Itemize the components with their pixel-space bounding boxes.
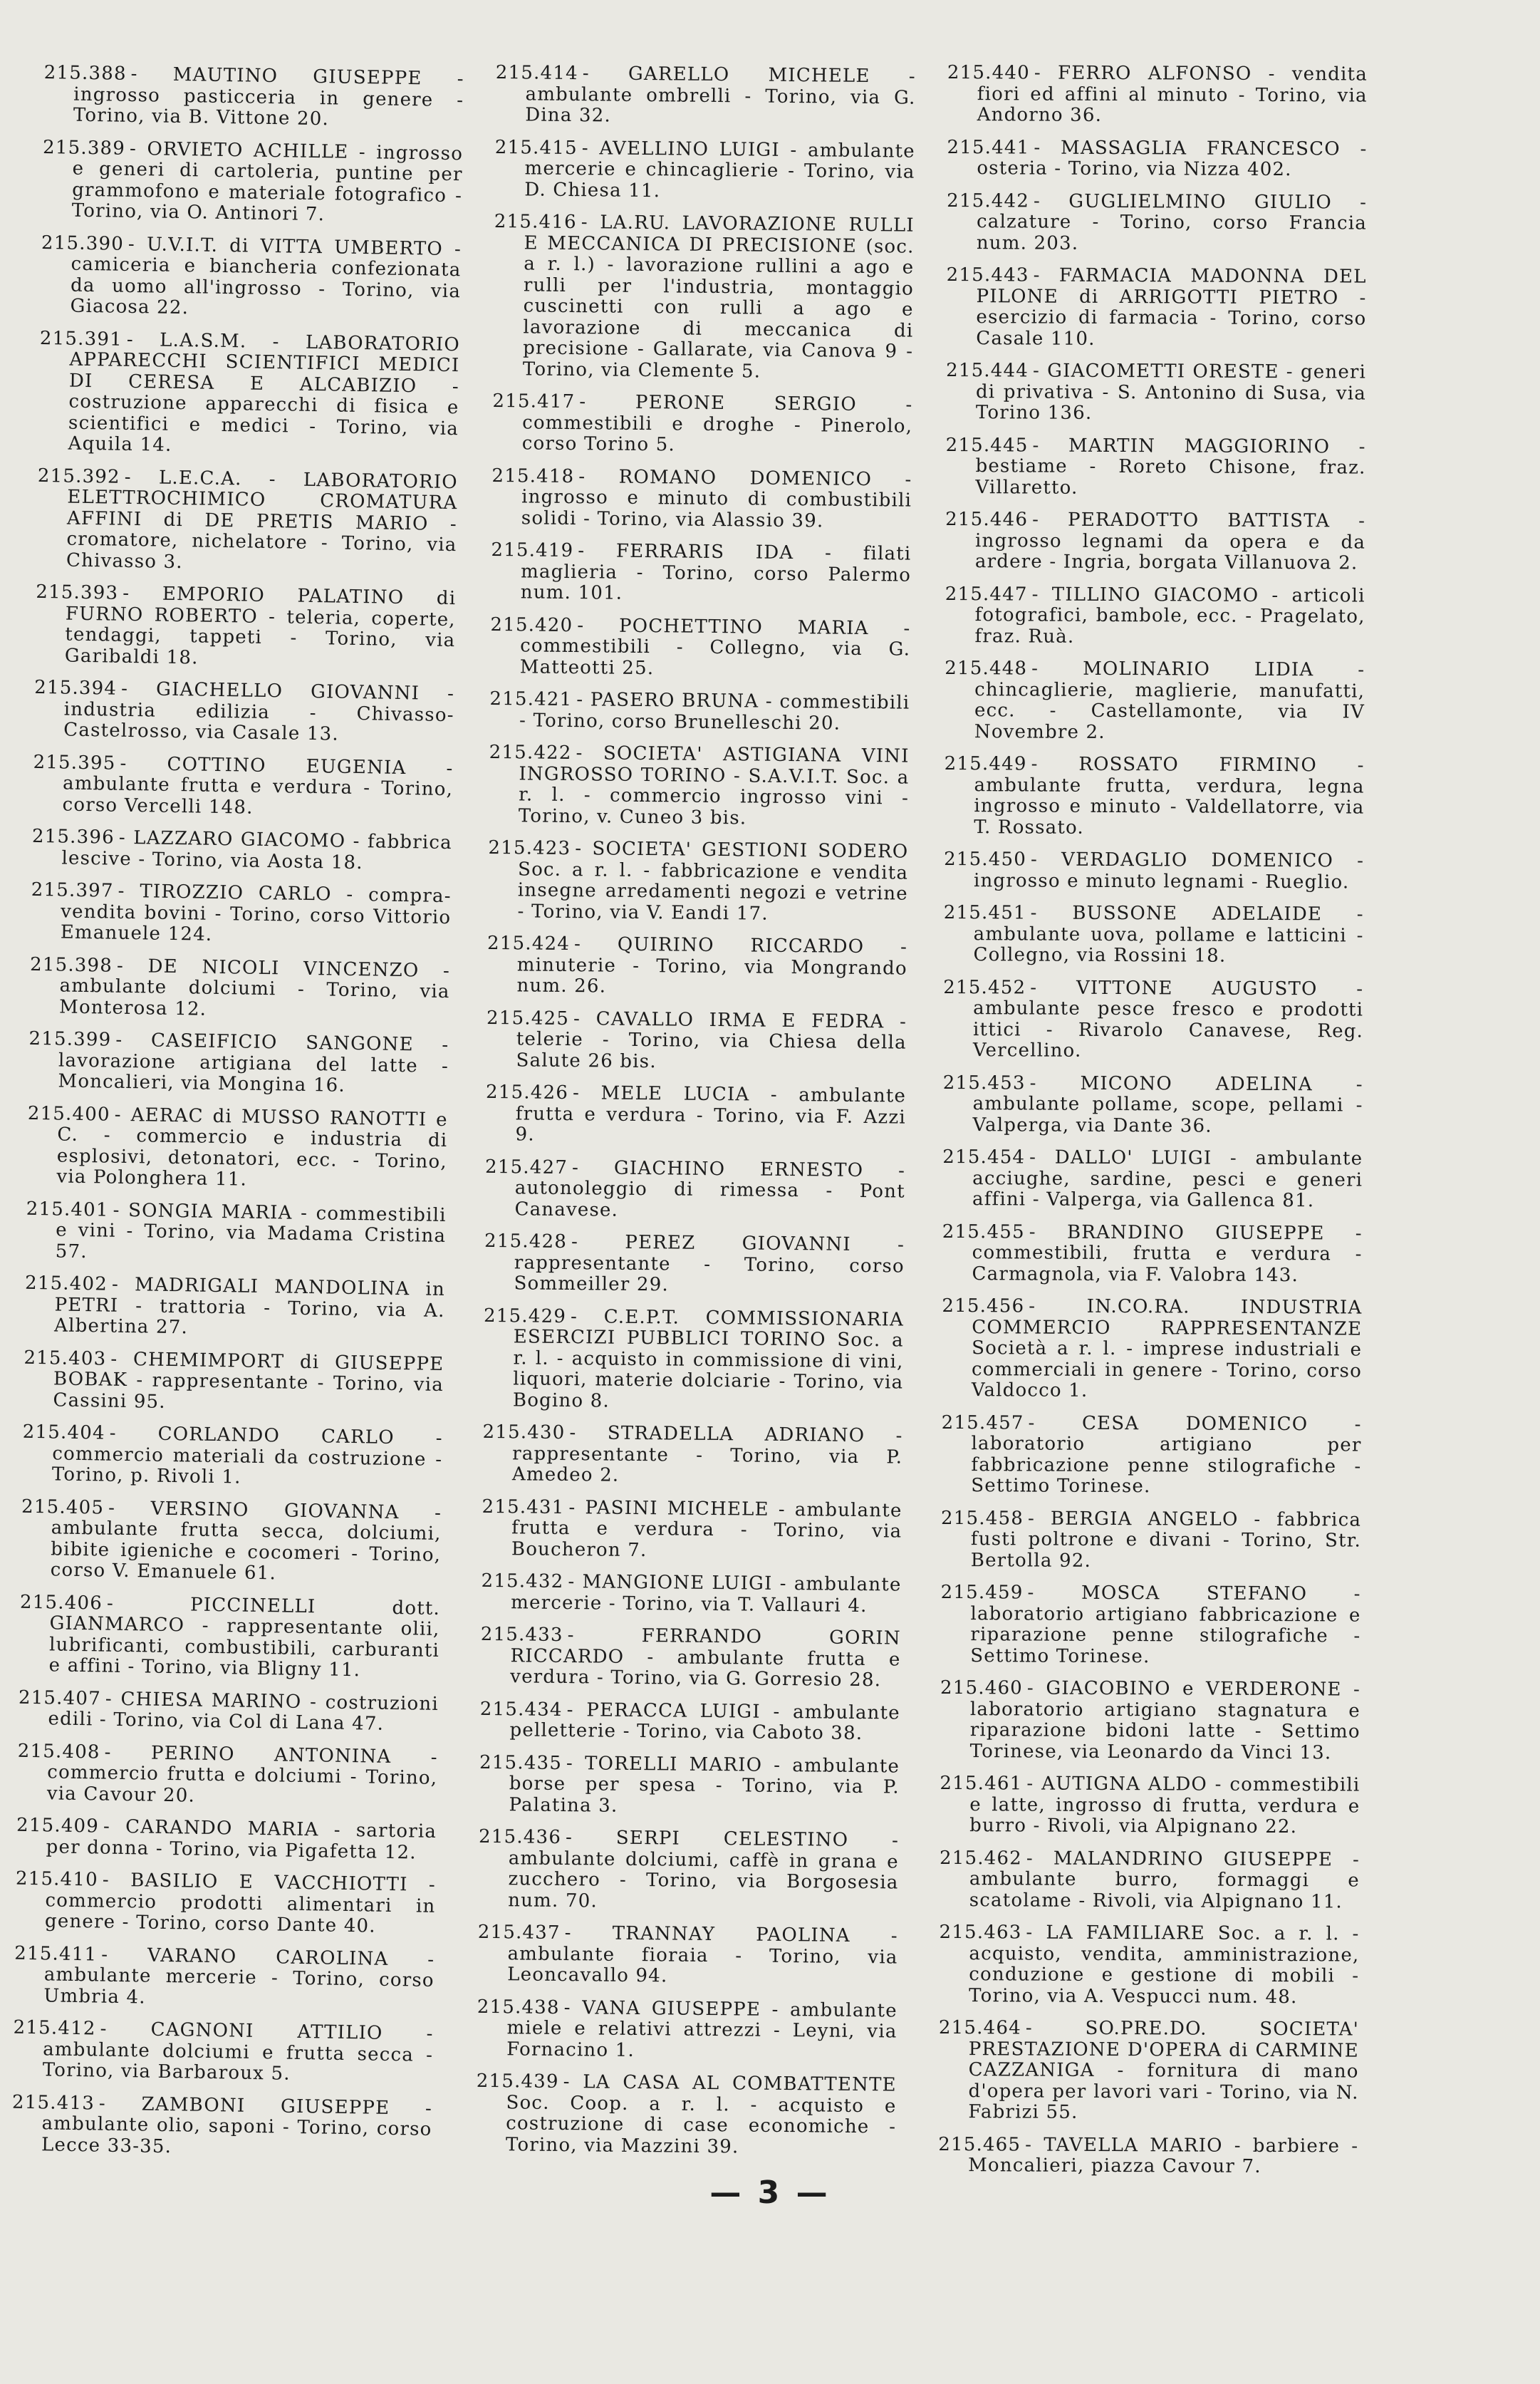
entry-text: - SERPI CELESTINO - ambulante dolciumi, caffè in grana e zucchero - Torino, via Borgosesia num. 70. (508, 1827, 900, 1912)
entry-text: - CHEMIMPORT di GIUSEPPE BOBAK - rappresentante - Torino, via Cassini 95. (53, 1348, 444, 1413)
entry-number: 215.443 (946, 264, 1029, 286)
column-left (11, 63, 464, 2173)
directory-entry (11, 2092, 432, 2162)
entry-number: 215.394 (33, 676, 118, 700)
entry-number: 215.395 (33, 751, 116, 774)
directory-entry (485, 1082, 906, 1149)
entry-number: 215.409 (16, 1814, 100, 1838)
entry-number: 215.399 (28, 1027, 112, 1051)
entry-text: - PERADOTTO BATTISTA - ingrosso legnami da opera e da ardere - Ingria, borgata Villanuova 2. (974, 509, 1366, 574)
entry-number: 215.442 (947, 190, 1030, 212)
entry-number: 215.438 (477, 1996, 560, 2018)
directory-entry (495, 63, 916, 130)
directory-entry (946, 361, 1366, 425)
entry-number: 215.428 (484, 1230, 568, 1253)
entry-text: - C.E.P.T. COMMISSIONARIA ESERCIZI PUBBLICI TORINO Soc. a r. l. - acquisto in commissione di vini, liquori, materie dolciarie - Torino, via Bogino 8. (512, 1305, 905, 1412)
entry-text: - BASILIO E VACCHIOTTI - commercio prodotti alimentari in genere - Torino, corso Dante 40. (44, 1869, 437, 1937)
directory-entry (947, 190, 1367, 255)
entry-number: 215.405 (21, 1496, 105, 1519)
entry-text: - MARTIN MAGGIORINO - bestiame - Roreto Chisone, fraz. Villaretto. (975, 435, 1366, 499)
entry-text: - FARMACIA MADONNA DEL PILONE di ARRIGOTTI PIETRO - esercizio di farmacia - Torino, corso Casale 110. (976, 264, 1367, 350)
entry-number: 215.424 (487, 932, 571, 955)
column-middle (476, 63, 916, 2171)
entry-number: 215.455 (942, 1220, 1025, 1243)
entry-number: 215.464 (938, 2016, 1021, 2039)
entry-text: - CORLANDO CARLO - commercio materiali da costruzione - Torino, p. Rivoli 1. (51, 1422, 443, 1488)
entry-number: 215.460 (940, 1676, 1024, 1699)
directory-entry (24, 1273, 445, 1343)
directory-entry (16, 1815, 437, 1864)
entry-number: 215.397 (31, 879, 114, 902)
directory-entry (28, 1029, 449, 1099)
entry-number: 215.463 (939, 1921, 1022, 1944)
directory-entry (26, 1198, 447, 1268)
entry-text: - MELE LUCIA - ambulante frutta e verdura - Torino, via F. Azzi 9. (515, 1082, 907, 1146)
entry-text: - PASINI MICHELE - ambulante frutta e verdura - Torino, via Boucheron 7. (511, 1496, 902, 1561)
entry-text: - IN.CO.RA. INDUSTRIA COMMERCIO RAPPRESENTANZE Società a r. l. - imprese industriali e commerciali in genere - Torino, corso Valdocco 1. (971, 1295, 1363, 1401)
entry-number: 215.451 (943, 901, 1026, 924)
directory-entry (23, 1347, 444, 1417)
entry-number: 215.421 (489, 688, 573, 711)
directory-entry (942, 1072, 1363, 1137)
entry-text: - STRADELLA ADRIANO - rappresentante - Torino, via P. Amedeo 2. (511, 1422, 903, 1486)
entry-number: 215.445 (945, 434, 1029, 457)
directory-entry (943, 903, 1363, 968)
column-right (938, 63, 1368, 2189)
entry-text: - MICONO ADELINA - ambulante pollame, scope, pellami - Valperga, via Dante 36. (972, 1072, 1363, 1137)
entry-text: - CASEIFICIO SANGONE - lavorazione artigiana del latte - Moncalieri, via Mongina 16. (58, 1029, 449, 1097)
entry-number: 215.419 (491, 539, 574, 562)
entry-number: 215.429 (483, 1305, 567, 1327)
entry-number: 215.441 (947, 136, 1030, 159)
directory-entry (941, 1508, 1361, 1572)
directory-entry (482, 1496, 902, 1563)
entry-text: - TIROZZIO CARLO - compra-vendita bovini - Torino, corso Vittorio Emanuele 124. (60, 880, 452, 945)
entry-text: - CAGNONI ATTILIO - ambulante dolciumi e frutta secca - Torino, via Barbaroux 5. (42, 2018, 434, 2085)
entry-text: - GUGLIELMINO GIULIO - calzature - Torino, corso Francia num. 203. (976, 190, 1368, 254)
directory-entry (493, 212, 915, 384)
entry-number: 215.435 (479, 1751, 563, 1774)
entry-number: 215.400 (27, 1102, 110, 1126)
directory-entry (33, 678, 454, 747)
entry-number: 215.449 (944, 752, 1027, 775)
directory-entry (942, 1296, 1363, 1403)
directory-entry (938, 2134, 1358, 2178)
directory-entry (38, 328, 460, 460)
directory-entry (947, 63, 1368, 128)
directory-entry (940, 1847, 1360, 1912)
entry-text: - MOSCA STEFANO - laboratorio artigiano fabbricazione e riparazione penne stilografiche - Settimo Torinese. (970, 1582, 1361, 1667)
directory-entry (22, 1422, 443, 1492)
entry-text: - PERINO ANTONINA - commercio frutta e dolciumi - Torino, via Cavour 20. (46, 1741, 438, 1807)
entry-number: 215.407 (18, 1686, 102, 1710)
entry-number: 215.415 (494, 136, 578, 159)
entry-number: 215.457 (941, 1411, 1024, 1434)
entry-number: 215.440 (947, 62, 1030, 84)
directory-entry (484, 1156, 905, 1223)
entry-number: 215.450 (944, 848, 1027, 871)
entry-number: 215.393 (36, 581, 119, 604)
entry-number: 215.416 (494, 210, 577, 234)
entry-number: 215.439 (476, 2070, 559, 2093)
entry-text: - CAVALLO IRMA E FEDRA - telerie - Torino, via Chiesa della Salute 26 bis. (516, 1007, 907, 1072)
entry-number: 215.391 (39, 327, 123, 351)
entry-number: 215.447 (945, 583, 1028, 605)
directory-entry (477, 1922, 898, 1989)
entry-text: - MASSAGLIA FRANCESCO - osteria - Torino, via Nizza 402. (977, 137, 1368, 181)
entry-number: 215.420 (490, 613, 573, 636)
entry-text: - FERRANDO GORIN RICCARDO - ambulante frutta e verdura - Torino, via G. Gorresio 28. (510, 1624, 901, 1691)
entry-number: 215.465 (938, 2133, 1021, 2155)
entry-text: - PASERO BRUNA - commestibili - Torino, corso Brunelleschi 20. (519, 689, 910, 735)
entry-text: - GARELLO MICHELE - ambulante ombrelli - Torino, via G. Dina 32. (525, 63, 916, 127)
entry-text: - SOCIETA' GESTIONI SODERO Soc. a r. l. - fabbricazione e vendita insegne arredamenti negozi e vetrine - Torino, via V. Eandi 17. (517, 838, 909, 925)
directory-entry (29, 954, 450, 1024)
entry-number: 215.413 (11, 2091, 95, 2114)
entry-number: 215.458 (941, 1507, 1024, 1529)
directory-entry (939, 1922, 1360, 2009)
entry-text: - DALLO' LUIGI - ambulante acciughe, sardine, pesci e generi affini - Valperga, via Gallenca 81. (972, 1146, 1363, 1212)
directory-entry (490, 614, 911, 681)
directory-entry (945, 435, 1365, 499)
entry-text: - FERRO ALFONSO - vendita fiori ed affini al minuto - Torino, via Andorno 36. (977, 62, 1368, 126)
directory-entry (42, 137, 464, 227)
entry-text: - GIACOMETTI ORESTE - generi di privativa - S. Antonino di Susa, via Torino 136. (975, 360, 1367, 424)
page-number: — 3 — (709, 2175, 831, 2211)
entry-text: - VANA GIUSEPPE - ambulante miele e relativi attrezzi - Leyni, via Fornacino 1. (506, 1996, 898, 2061)
entry-number: 215.389 (42, 136, 126, 160)
entry-text: - L.A.S.M. - LABORATORIO APPARECCHI SCIENTIFICI MEDICI DI CERESA E ALCABIZIO - costruzione apparecchi di fisica e scientifici e medici - Torino, via Aquila 14. (68, 328, 461, 456)
directory-entry (482, 1422, 903, 1489)
entry-number: 215.432 (481, 1570, 564, 1593)
directory-entry (21, 1496, 442, 1587)
entry-text: - TRANNAY PAOLINA - ambulante fioraia - Torino, via Leoncavallo 94. (507, 1922, 898, 1987)
entry-number: 215.422 (489, 741, 572, 765)
entry-text: - EMPORIO PALATINO di FURNO ROBERTO - teleria, coperte, tendaggi, tappeti - Torino, via Garibaldi 18. (64, 582, 457, 669)
entry-text: - DE NICOLI VINCENZO - ambulante dolciumi - Torino, via Monterosa 12. (58, 955, 451, 1020)
entry-text: - ROSSATO FIRMINO - ambulante frutta, verdura, legna ingrosso e minuto - Valdellatorre, via T. Rossato. (974, 753, 1365, 839)
entry-number: 215.437 (477, 1921, 561, 1944)
directory-entry (36, 465, 458, 577)
entry-text: - PERONE SERGIO - commestibili e droghe - Pinerolo, corso Torino 5. (521, 391, 913, 456)
entry-number: 215.401 (26, 1198, 109, 1221)
directory-entry (942, 1221, 1363, 1286)
directory-entry (14, 1943, 435, 2013)
entry-text: - BERGIA ANGELO - fabbrica fusti poltrone e divani - Torino, Str. Bertolla 92. (970, 1508, 1362, 1572)
entry-text: - PICCINELLI dott. GIANMARCO - rappresentante olii, lubrificanti, combustibili, carburanti e affini - Torino, via Bligny 11. (48, 1592, 441, 1681)
directory-entry (940, 1773, 1360, 1838)
entry-number: 215.459 (940, 1581, 1024, 1604)
directory-entry (479, 1752, 900, 1819)
directory-entry (481, 1571, 902, 1617)
entry-number: 215.453 (942, 1072, 1026, 1094)
entry-number: 215.454 (942, 1146, 1026, 1168)
entry-text: - LA CASA AL COMBATTENTE Soc. Coop. a r. l. - acquisto e costruzione di case economiche - Torino, via Mazzini 39. (505, 2071, 897, 2157)
directory-entry (491, 540, 912, 607)
entry-text: - MALANDRINO GIUSEPPE - ambulante burro, formaggi e scatolame - Rivoli, via Alpignano 11. (969, 1847, 1360, 1912)
entry-number: 215.426 (485, 1081, 569, 1104)
entry-text: - CESA DOMENICO - laboratorio artigiano per fabbricazione penne stilografiche - Settimo Torinese. (971, 1412, 1362, 1498)
directory-entry (494, 137, 915, 204)
entry-text: - POCHETTINO MARIA - commestibili - Collegno, via G. Matteotti 25. (519, 614, 911, 679)
entry-number: 215.396 (31, 825, 115, 849)
entry-text: - AUTIGNA ALDO - commestibili e latte, ingrosso di frutta, verdura e burro - Rivoli, via Alpignano 22. (969, 1773, 1360, 1838)
directory-entry (942, 1147, 1363, 1212)
entry-text: - SONGIA MARIA - commestibili e vini - Torino, via Madama Cristina 57. (55, 1199, 447, 1263)
entry-number: 215.423 (488, 836, 571, 860)
entry-number: 215.411 (14, 1942, 98, 1965)
entry-text: - ZAMBONI GIUSEPPE - ambulante olio, saponi - Torino, corso Lecce 33-35. (41, 2093, 433, 2157)
entry-text: - VERSINO GIOVANNA - ambulante frutta secca, dolciumi, bibite igieniche e cocomeri - Torino, corso V. Emanuele 61. (50, 1497, 442, 1585)
entry-number: 215.430 (482, 1421, 566, 1444)
directory-entry (944, 754, 1365, 840)
directory-entry (40, 232, 462, 323)
directory-entry (18, 1687, 439, 1736)
entry-text: - GIACOBINO e VERDERONE - laboratorio artigiano stagnatura e riparazione bidoni latte - Settimo Torinese, via Leonardo da Vinci 13. (969, 1677, 1361, 1763)
directory-entry (947, 137, 1367, 181)
directory-entry (35, 582, 457, 673)
entry-number: 215.425 (486, 1007, 570, 1030)
directory-entry (941, 1412, 1362, 1498)
entry-number: 215.410 (15, 1867, 99, 1891)
entry-text: - BRANDINO GIUSEPPE - commestibili, frutta e verdura - Carmagnola, via F. Valobra 143. (972, 1221, 1363, 1286)
entry-number: 215.418 (491, 465, 575, 487)
directory-entry (491, 465, 912, 532)
directory-entry (487, 933, 907, 1000)
entry-number: 215.452 (943, 976, 1026, 998)
entry-text: - LA.RU. LAVORAZIONE RULLI E MECCANICA DI PRECISIONE (soc. a r. l.) - lavorazione rullini a ago e rulli per l'industria, montaggio cuscinetti con rulli a ago e lavorazione di meccanica di precisione - Gallarate, via Canova 9 - Torino, via Clemente 5. (522, 212, 915, 383)
entry-text: - LA FAMILIARE Soc. a r. l. - acquisto, vendita, amministrazione, conduzione e gestione di mobili - Torino, via A. Vespucci num. 48. (969, 1922, 1360, 2008)
directory-entry (17, 1741, 438, 1810)
entry-number: 215.417 (492, 390, 576, 413)
directory-entry (484, 1231, 905, 1298)
directory-entry (486, 1007, 907, 1074)
entry-text: - TILLINO GIACOMO - articoli fotografici, bambole, ecc. - Pragelato, fraz. Ruà. (974, 584, 1365, 648)
entry-number: 215.446 (945, 508, 1029, 531)
directory-entry (13, 2018, 434, 2088)
directory-entry (31, 826, 452, 875)
directory-entry (477, 1996, 898, 2063)
entry-text: - SOCIETA' ASTIGIANA VINI INGROSSO TORINO - S.A.V.I.T. Soc. a r. l. - commercio ingrosso vini - Torino, v. Cuneo 3 bis. (518, 742, 910, 829)
entry-number: 215.404 (22, 1421, 105, 1444)
entry-text: - GIACHINO ERNESTO - autonoleggio di rimessa - Pont Canavese. (514, 1156, 906, 1221)
entry-text: - U.V.I.T. di VITTA UMBERTO - camiceria e biancheria confezionata da uomo all'ingrosso - Torino, via Giacosa 22. (70, 233, 462, 319)
entry-text: - ROMANO DOMENICO - ingrosso e minuto di combustibili solidi - Torino, via Alassio 39. (521, 465, 912, 532)
entry-number: 215.436 (478, 1825, 562, 1848)
entry-text: - MADRIGALI MANDOLINA in PETRI - trattoria - Torino, via A. Albertina 27. (53, 1273, 446, 1339)
directory-entry (940, 1582, 1361, 1669)
directory-entry (944, 849, 1364, 893)
entry-text: - VARANO CAROLINA - ambulante mercerie - Torino, corso Umbria 4. (43, 1944, 435, 2009)
directory-entry (483, 1305, 904, 1414)
entry-text: - COTTINO EUGENIA - ambulante frutta e verdura - Torino, corso Vercelli 148. (62, 752, 454, 819)
directory-entry (940, 1678, 1361, 1764)
directory-entry (31, 880, 452, 950)
entry-text: - AVELLINO LUIGI - ambulante mercerie e chincaglierie - Torino, via D. Chiesa 11. (524, 137, 915, 202)
entry-text: - VERDAGLIO DOMENICO - ingrosso e minuto legnami - Rueglio. (973, 849, 1365, 893)
directory-entry (476, 2071, 897, 2160)
directory-entry (15, 1869, 436, 1939)
directory-entry (478, 1827, 899, 1915)
entry-text: - L.E.C.A. - LABORATORIO ELETTROCHIMICO CROMATURA AFFINI di DE PRETIS MARIO - cromatore, nichelatore - Torino, via Chivasso 3. (66, 466, 459, 573)
entry-number: 215.433 (480, 1623, 563, 1647)
directory-entry (489, 689, 910, 735)
entry-number: 215.414 (495, 62, 578, 85)
directory-entry (945, 584, 1365, 648)
entry-text: - PEREZ GIOVANNI - rappresentante - Torino, corso Sommeiller 29. (514, 1231, 905, 1296)
entry-number: 215.427 (484, 1156, 568, 1178)
entry-number: 215.392 (37, 465, 121, 488)
directory-entry (26, 1103, 448, 1193)
entry-number: 215.434 (479, 1698, 563, 1721)
directory-entry (19, 1592, 440, 1682)
entry-text: - ORVIETO ACHILLE - ingrosso e generi di cartoleria, puntine per grammofono e materiale fotografico - Torino, via O. Antinori 7. (71, 138, 464, 226)
entry-text: - MAUTINO GIUSEPPE - ingrosso pasticceria in genere - Torino, via B. Vittone 20. (73, 63, 464, 130)
entry-number: 215.456 (942, 1295, 1025, 1317)
directory-entry (489, 742, 910, 831)
directory-entry (43, 63, 464, 133)
entry-number: 215.388 (43, 62, 127, 85)
directory-entry (480, 1624, 901, 1691)
entry-number: 215.462 (939, 1847, 1022, 1869)
entry-text: - TORELLI MARIO - ambulante borse per spesa - Torino, via P. Palatina 3. (509, 1752, 900, 1817)
entry-text: - TAVELLA MARIO - barbiere - Moncalieri, piazza Cavour 7. (968, 2134, 1359, 2177)
entry-number: 215.431 (482, 1496, 565, 1518)
entry-text: - QUIRINO RICCARDO - minuterie - Torino, via Mongrando num. 26. (516, 933, 908, 997)
directory-entry (946, 265, 1367, 351)
entry-text: - CHIESA MARINO - costruzioni edili - Torino, via Col di Lana 47. (48, 1688, 439, 1735)
directory-entry (943, 977, 1364, 1063)
entry-number: 215.408 (17, 1740, 100, 1763)
entry-text: - VITTONE AUGUSTO - ambulante pesce fresco e prodotti ittici - Rivarolo Canavese, Reg. Vercellino. (972, 977, 1364, 1062)
entry-number: 215.412 (13, 2016, 96, 2040)
entry-text: - PERACCA LUIGI - ambulante pelletterie - Torino, via Caboto 38. (509, 1699, 900, 1745)
entry-number: 215.448 (945, 657, 1028, 680)
directory-entry (479, 1699, 900, 1745)
entry-text: - CARANDO MARIA - sartoria per donna - Torino, via Pigafetta 12. (46, 1815, 437, 1864)
entry-number: 215.403 (24, 1347, 107, 1370)
entry-number: 215.402 (24, 1272, 108, 1295)
entry-number: 215.461 (940, 1772, 1023, 1795)
entry-number: 215.406 (19, 1591, 103, 1615)
directory-entry (487, 838, 908, 926)
directory-entry (945, 658, 1365, 745)
entry-text: - AERAC di MUSSO RANOTTI e C. - commercio e industria di esplosivi, detonatori, ecc. - Torino, via Polonghera 11. (56, 1104, 449, 1191)
directory-entry (945, 509, 1365, 574)
entry-text: - LAZZARO GIACOMO - fabbrica lescive - Torino, via Aosta 18. (61, 826, 453, 874)
entry-text: - GIACHELLO GIOVANNI - industria edilizia - Chivasso-Castelrosso, via Casale 13. (63, 678, 455, 745)
directory-entry (492, 391, 913, 458)
entry-text: - BUSSONE ADELAIDE - ambulante uova, pollame e latticini - Collegno, via Rossini 18. (973, 902, 1364, 967)
entry-text: - MANGIONE LUIGI - ambulante mercerie - Torino, via T. Vallauri 4. (511, 1571, 902, 1617)
entry-text: - MOLINARIO LIDIA - chincaglierie, maglierie, manufatti, ecc. - Castellamonte, via IV Novembre 2. (974, 658, 1365, 743)
entry-number: 215.390 (41, 232, 125, 255)
entry-number: 215.444 (946, 359, 1029, 382)
entry-number: 215.398 (29, 953, 113, 977)
entry-text: - FERRARIS IDA - filati maglieria - Torino, corso Palermo num. 101. (520, 540, 912, 604)
directory-entry (32, 752, 453, 822)
entry-text: - SO.PRE.DO. SOCIETA' PRESTAZIONE D'OPERA di CARMINE CAZZANIGA - fornitura di mano d'opera per lavori vari - Torino, via N. Fabrizi 55. (968, 2017, 1360, 2123)
directory-entry (938, 2018, 1359, 2125)
